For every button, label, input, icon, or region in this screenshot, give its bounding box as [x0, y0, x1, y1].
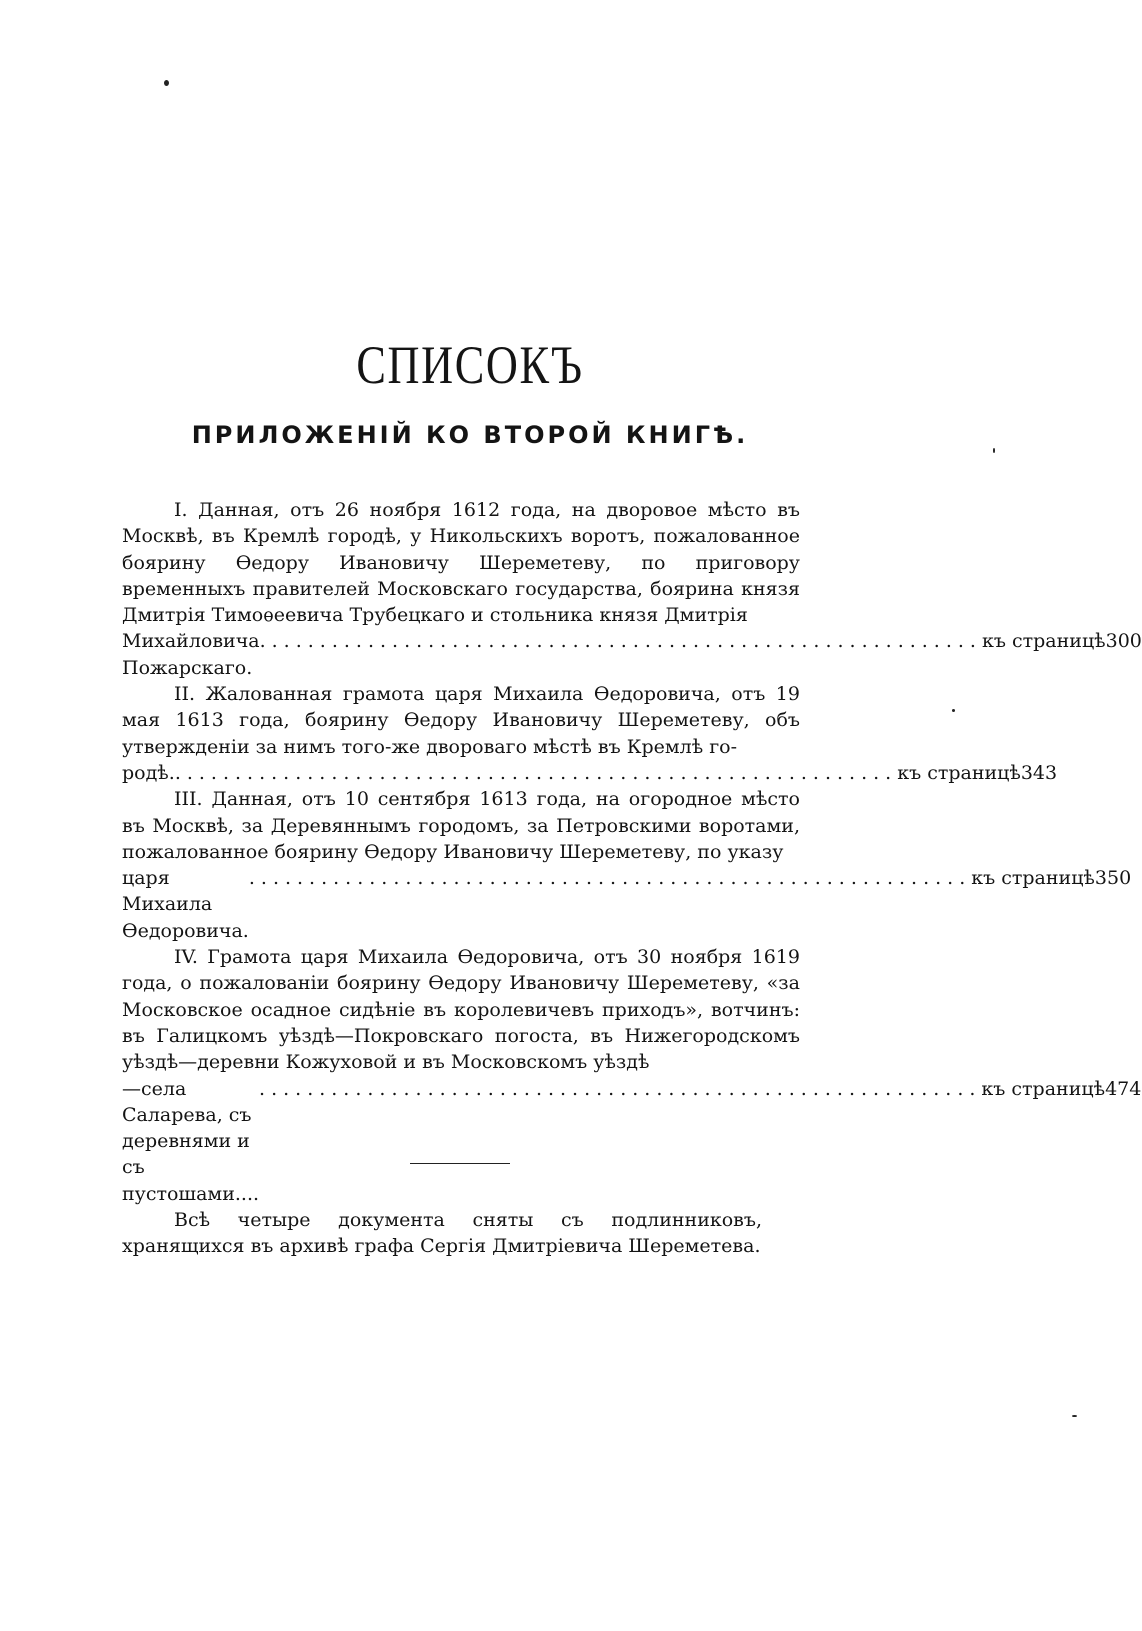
dot-leader: ............................................................ — [259, 1077, 982, 1100]
entry-reference — [122, 1076, 1142, 1207]
dot-leader: ............................................................ — [174, 761, 898, 784]
end-rule — [410, 1163, 510, 1164]
entry-reference — [122, 628, 1142, 681]
entry-text: II. Жалованная грамота царя Михаила Ѳедоровича, отъ 19 мая 1613 года, боярину Ѳедору Ивановичу Шереметеву, объ утвержденіи за нимъ того-же двороваго мѣстѣ въ Кремлѣ го- — [122, 683, 800, 758]
page-number: 474 — [1105, 1077, 1142, 1100]
page-title: СПИСОКЪ — [356, 335, 584, 395]
page-ref-label: къ страницѣ — [971, 867, 1095, 890]
entry-tail: Михайловича Пожарскаго. — [122, 630, 260, 679]
page-ref-label: къ страницѣ — [981, 1077, 1106, 1100]
appendix-list — [122, 497, 1142, 1260]
entry-text: I. Данная, отъ 26 ноября 1612 года, на дворовое мѣсто въ Москвѣ, въ Кремлѣ городѣ, у Никольскихъ воротъ, пожалованное боярину Ѳедору Ивановичу Шереметеву, по приговору временныхъ правителей Московскаго государства, боярина князя Дмитрія Тимоѳеевича Трубецкаго и стольника князя Дмитрія — [122, 499, 800, 627]
ink-speck — [1072, 1415, 1077, 1417]
list-item-2 — [122, 681, 1058, 786]
list-item-1 — [122, 497, 1142, 681]
ink-speck — [952, 709, 955, 712]
entry-tail: царя Михаила Ѳедоровича. — [122, 867, 249, 942]
ink-speck — [164, 80, 169, 86]
dot-leader: ............................................................ — [259, 630, 982, 653]
entry-text: III. Данная, отъ 10 сентября 1613 года, на огородное мѣсто въ Москвѣ, за Деревяннымъ городомъ, за Петровскими воротами, пожалованное боярину Ѳедору Ивановичу Шереметеву, по указу — [122, 788, 800, 863]
closing-note: Всѣ четыре документа сняты съ подлинниковъ, хранящихся въ архивѣ графа Сергія Дмитріевича Шереметева. — [122, 1209, 762, 1258]
entry-tail: —села Саларева, съ деревнями и съ пустошами.... — [122, 1077, 260, 1205]
page-number: 343 — [1020, 761, 1058, 784]
entry-tail: родѣ. — [122, 761, 175, 784]
entry-reference — [122, 760, 1058, 786]
page-ref-label: къ страницѣ — [981, 630, 1106, 653]
page-subtitle: ПРИЛОЖЕНІЙ КО ВТОРОЙ КНИГѢ. — [191, 421, 749, 449]
dot-leader: ............................................................ — [248, 867, 972, 890]
entry-reference — [122, 865, 1132, 944]
list-item-3 — [122, 786, 1132, 944]
entry-text: IV. Грамота царя Михаила Ѳедоровича, отъ 30 ноября 1619 года, о пожалованіи боярину Ѳедору Ивановичу Шереметеву, «за Московское осадное сидѣніе въ королевичевъ приходъ», вотчинъ: въ Галицкомъ уѣздѣ—Покровскаго погоста, въ Нижегородскомъ уѣздѣ—деревни Кожуховой и въ Московскомъ уѣздѣ — [122, 946, 800, 1074]
list-item-4 — [122, 944, 1142, 1207]
ink-speck — [993, 448, 995, 453]
page-ref-label: къ страницѣ — [897, 761, 1021, 784]
page-number: 350 — [1094, 867, 1132, 890]
page-number: 300 — [1105, 630, 1142, 653]
